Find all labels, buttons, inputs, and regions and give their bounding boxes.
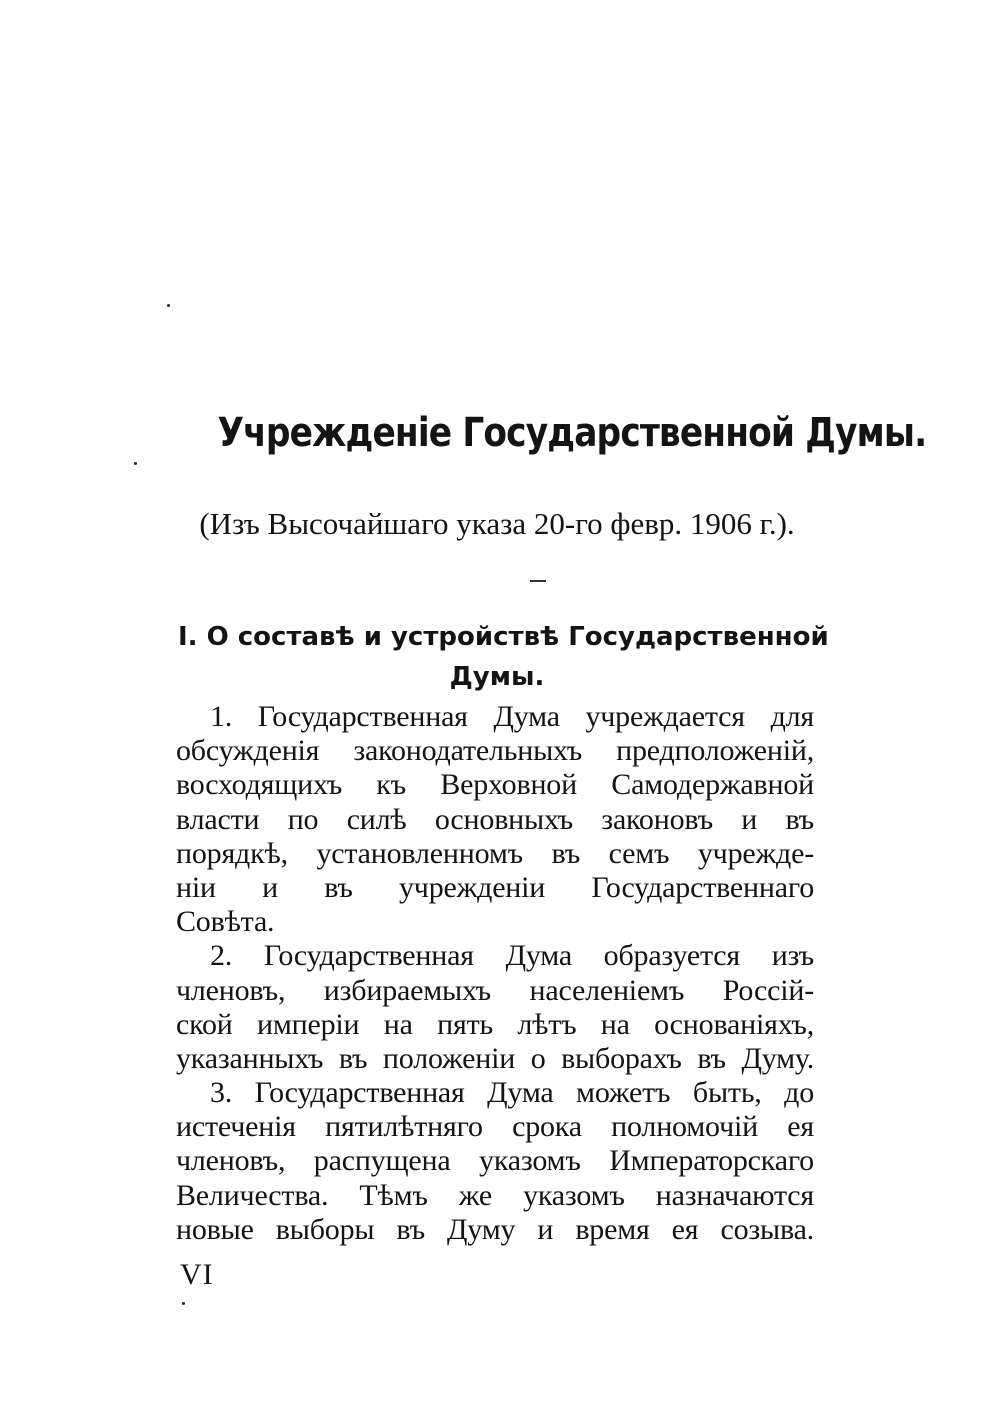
- text-line: членовъ, распущена указомъ Императорскаго: [176, 1144, 814, 1178]
- text-line: новые выборы въ Думу и время ея созыва.: [176, 1212, 814, 1246]
- text-line: власти по силѣ основныхъ законовъ и въ: [176, 802, 814, 836]
- text-line: 2. Государственная Дума образуется изъ: [210, 939, 814, 973]
- text-line: указанныхъ въ положеніи о выборахъ въ Думу.: [176, 1041, 814, 1075]
- text-line: 3. Государственная Дума можетъ быть, до: [210, 1076, 814, 1110]
- text-line: членовъ, избираемыхъ населеніемъ Россій-: [176, 973, 814, 1007]
- document-title: Учрежденіе Государственной Думы.: [217, 410, 927, 456]
- text-line: обсужденія законодательныхъ предположеній,: [176, 734, 814, 768]
- text-line: Совѣта.: [176, 905, 275, 939]
- text-line: ніи и въ учрежденіи Государственнаго: [176, 870, 814, 904]
- print-speck: [167, 304, 170, 307]
- section-heading: [178, 617, 829, 697]
- text-line: истеченія пятилѣтняго срока полномочій ея: [176, 1110, 814, 1144]
- text-line: восходящихъ къ Верховной Самодержавной: [176, 768, 814, 802]
- section-heading-line-2: Думы.: [449, 662, 545, 692]
- text-line: ской имперіи на пять лѣтъ на основаніяхъ,: [176, 1007, 814, 1041]
- signature-mark: VI: [180, 1258, 214, 1291]
- print-speck: [134, 462, 137, 465]
- document-subtitle: (Изъ Высочайшаго указа 20-го февр. 1906 г.).: [199, 506, 795, 541]
- separator-rule: [530, 580, 546, 582]
- print-speck: [182, 1302, 185, 1305]
- section-heading-line-1: I. О составѣ и устройствѣ Государственной: [178, 622, 829, 652]
- text-line: порядкѣ, установленномъ въ семъ учрежде-: [176, 836, 814, 870]
- text-line: 1. Государственная Дума учреждается для: [210, 700, 814, 733]
- body-text: [176, 700, 814, 1247]
- text-line: Величества. Тѣмъ же указомъ назначаются: [176, 1178, 814, 1212]
